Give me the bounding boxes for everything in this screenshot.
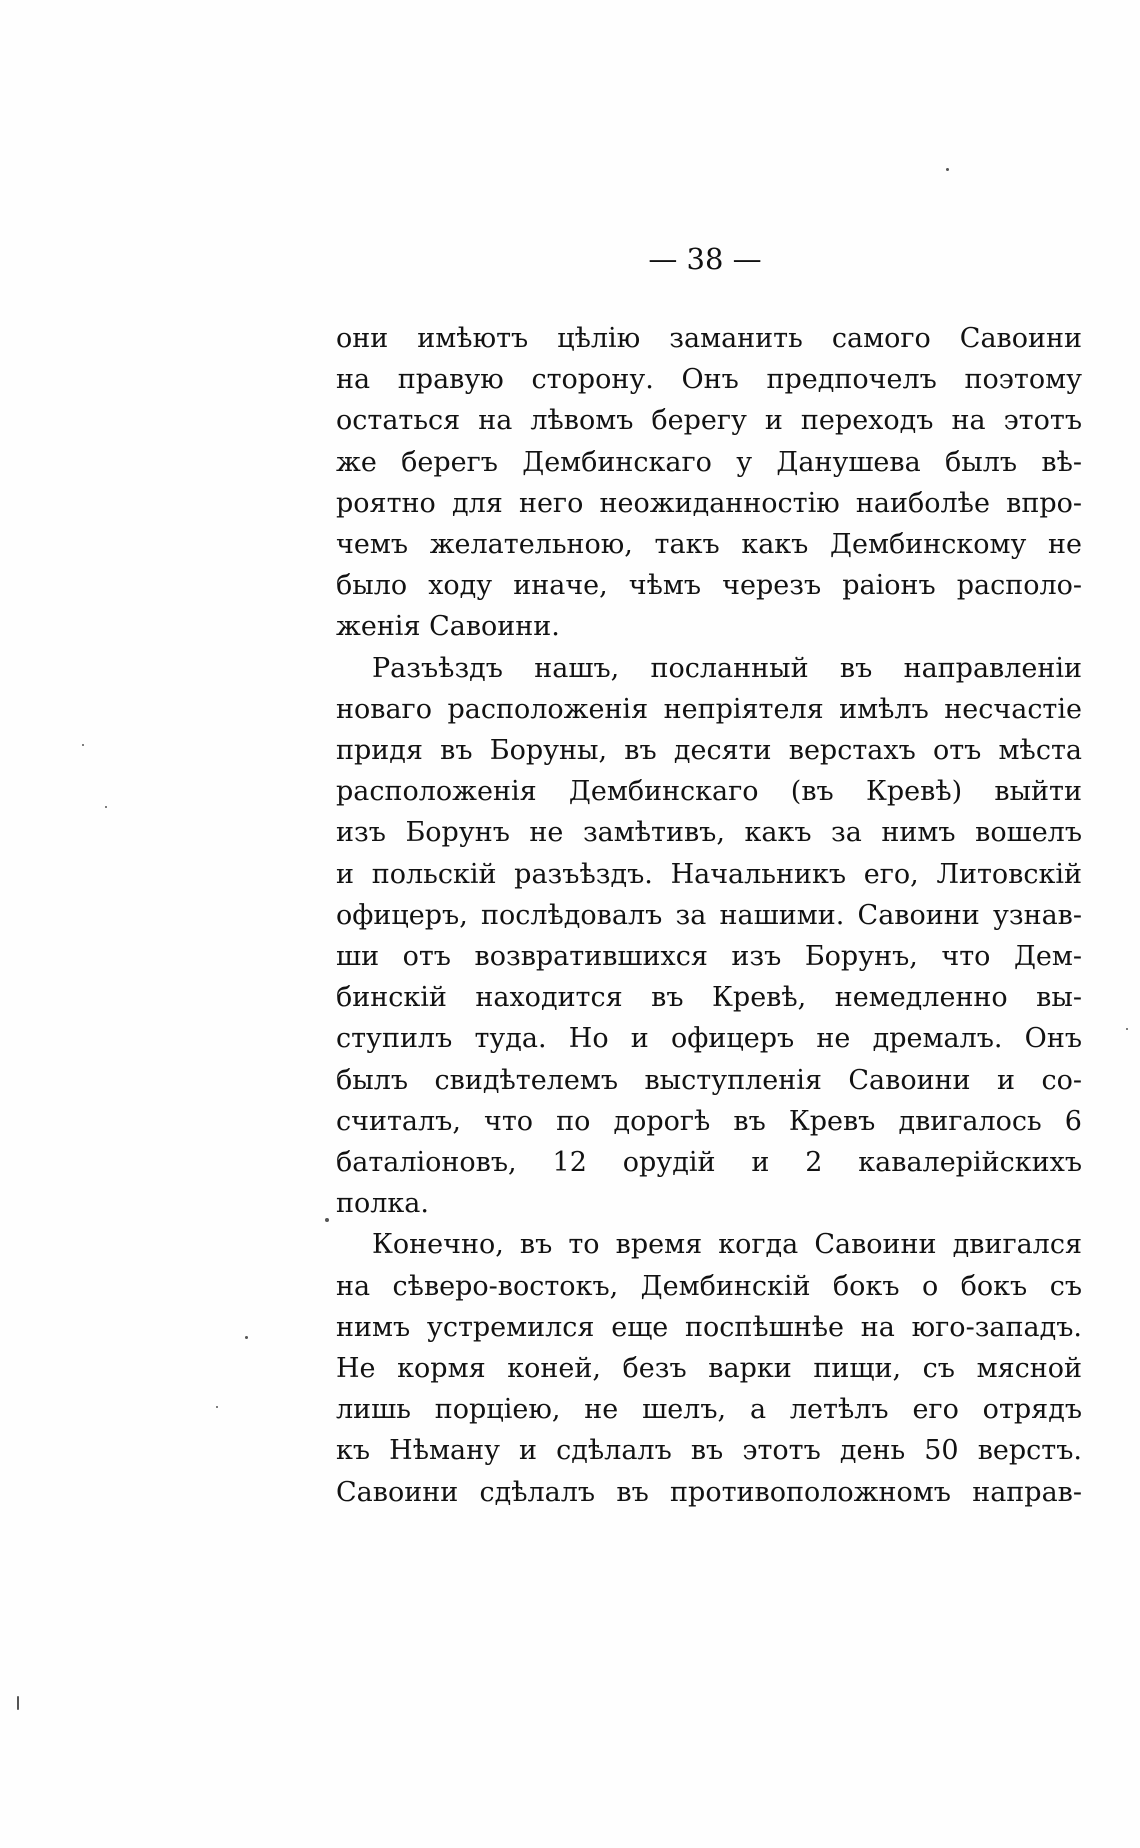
scan-speck	[946, 168, 949, 171]
paragraph-3	[336, 1224, 1082, 1512]
text-line: изъ Борунъ не замѣтивъ, какъ за нимъ вошелъ	[336, 817, 1082, 849]
text-line: роятно для него неожиданностію наиболѣе впро-	[336, 487, 1082, 519]
text-line: къ Нѣману и сдѣлалъ въ этотъ день 50 верстъ.	[336, 1435, 1082, 1467]
text-line: на правую сторону. Онъ предпочелъ поэтому	[336, 364, 1082, 396]
text-line: ши отъ возвратившихся изъ Борунъ, что Дем-	[336, 941, 1082, 973]
text-line: лишь порціею, не шелъ, а летѣлъ его отрядъ	[336, 1394, 1082, 1426]
text-line: придя въ Боруны, въ десяти верстахъ отъ мѣста	[336, 735, 1082, 767]
page-number: — 38 —	[648, 242, 762, 276]
paragraph-1	[336, 318, 1082, 648]
text-line: баталіоновъ, 12 орудій и 2 кавалерійскихъ	[336, 1147, 1082, 1179]
text-line: же берегъ Дембинскаго у Данушева былъ вѣ-	[336, 446, 1082, 478]
text-line: офицеръ, послѣдовалъ за нашими. Савоини узнав-	[336, 899, 1082, 931]
body-text	[336, 318, 1082, 1513]
text-line: Конечно, въ то время когда Савоини двигался	[372, 1229, 1082, 1261]
text-line: Савоини сдѣлалъ въ противоположномъ направ-	[336, 1476, 1082, 1508]
scan-speck	[105, 806, 107, 808]
text-line: остаться на лѣвомъ берегу и переходъ на этотъ	[336, 405, 1082, 437]
text-line: они имѣютъ цѣлію заманить самого Савоини	[336, 323, 1082, 354]
scan-speck	[82, 744, 84, 746]
text-line: Разъѣздъ нашъ, посланный въ направленіи	[372, 652, 1082, 684]
text-line: чемъ желательною, такъ какъ Дембинскому не	[336, 529, 1082, 561]
scan-speck	[325, 1218, 329, 1222]
text-line: было ходу иначе, чѣмъ черезъ раіонъ располо-	[336, 570, 1082, 602]
text-line: женія Савоини.	[336, 611, 560, 643]
text-line: новаго расположенія непріятеля имѣлъ несчастіе	[336, 693, 1082, 725]
text-line: и польскій разъѣздъ. Начальникъ его, Литовскій	[336, 858, 1082, 890]
text-line: на сѣверо-востокъ, Дембинскій бокъ о бокъ съ	[336, 1270, 1082, 1302]
text-line: расположенія Дембинскаго (въ Кревѣ) выйти	[336, 776, 1082, 808]
text-line: былъ свидѣтелемъ выступленія Савоини и со-	[336, 1064, 1082, 1096]
paragraph-2	[336, 648, 1082, 1225]
text-line: ступилъ туда. Но и офицеръ не дремалъ. Онъ	[336, 1023, 1082, 1055]
text-line: полка.	[336, 1188, 429, 1220]
text-line: нимъ устремился еще поспѣшнѣе на юго-западъ.	[336, 1311, 1082, 1343]
text-line: Не кормя коней, безъ варки пищи, съ мясной	[336, 1353, 1082, 1385]
scan-speck	[17, 1696, 19, 1710]
text-line: считалъ, что по дорогѣ въ Кревъ двигалось 6	[336, 1105, 1082, 1137]
scan-speck	[245, 1336, 248, 1339]
scan-speck	[216, 1406, 218, 1408]
text-line: бинскій находится въ Кревѣ, немедленно вы-	[336, 982, 1082, 1014]
scan-speck	[1126, 1028, 1128, 1030]
